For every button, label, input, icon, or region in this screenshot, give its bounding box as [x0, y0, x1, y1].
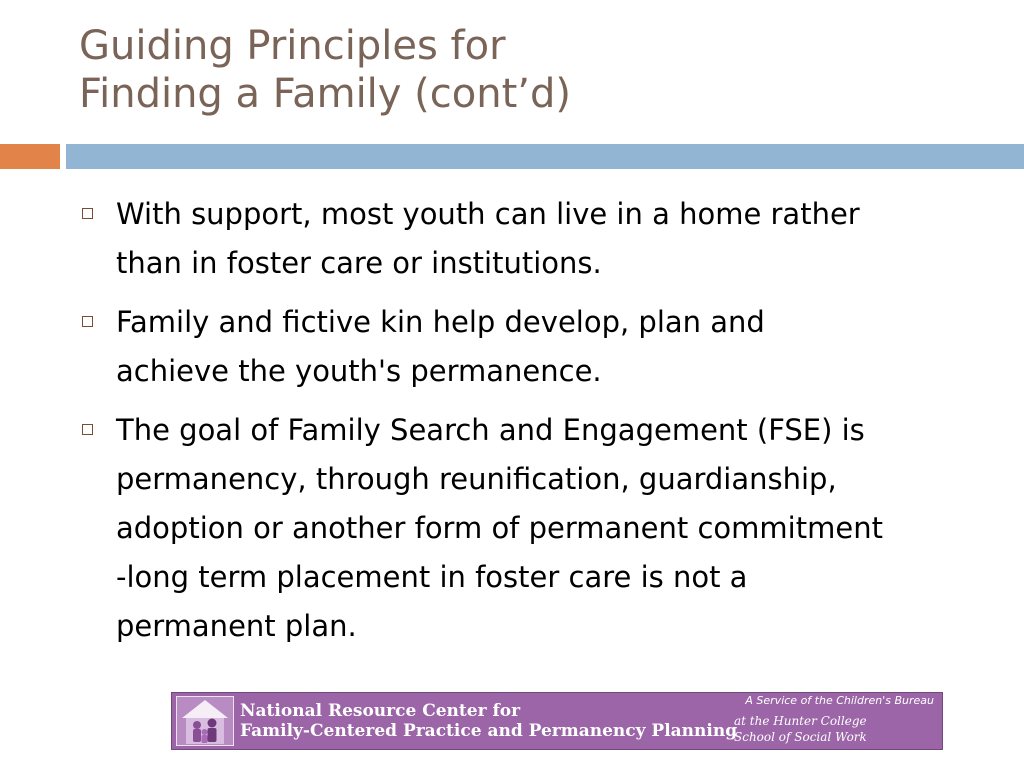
organization-name-line: Family-Centered Practice and Permanency Planning: [240, 721, 738, 741]
family-logo-icon: [176, 696, 234, 746]
bullet-line: achieve the youth's permanence.: [116, 354, 602, 388]
service-tagline: A Service of the Children's Bureau: [745, 694, 934, 707]
bullet-item: [80, 298, 980, 396]
slide-title-line: Guiding Principles for: [79, 23, 506, 69]
bullet-line: -long term placement in foster care is not a: [116, 560, 748, 594]
bullet-line: permanent plan.: [116, 609, 357, 643]
college-affiliation-line: at the Hunter College: [734, 714, 867, 728]
bullet-line: than in foster care or institutions.: [116, 246, 602, 280]
bullet-item: [80, 190, 980, 288]
title-accent-bar: [0, 144, 60, 169]
organization-name: [240, 701, 737, 741]
bullet-line: With support, most youth can live in a home rather: [116, 197, 860, 231]
slide-title-line: Finding a Family (cont’d): [79, 71, 571, 117]
college-affiliation-line: School of Social Work: [734, 730, 867, 744]
bullet-line: The goal of Family Search and Engagement (FSE) is: [116, 413, 865, 447]
bullet-line: permanency, through reunification, guardianship,: [116, 462, 837, 496]
organization-name-line: National Resource Center for: [240, 701, 521, 721]
square-bullet-icon: [82, 424, 93, 435]
slide-title: [79, 22, 999, 118]
bullet-list: [80, 190, 980, 661]
bullet-item: [80, 406, 980, 651]
square-bullet-icon: [82, 316, 93, 327]
college-affiliation: [734, 713, 867, 745]
bullet-line: Family and fictive kin help develop, plan and: [116, 305, 765, 339]
bullet-line: adoption or another form of permanent commitment: [116, 511, 883, 545]
title-divider-bar: [66, 144, 1024, 169]
organization-logo-banner: [171, 692, 943, 750]
square-bullet-icon: [82, 208, 93, 219]
